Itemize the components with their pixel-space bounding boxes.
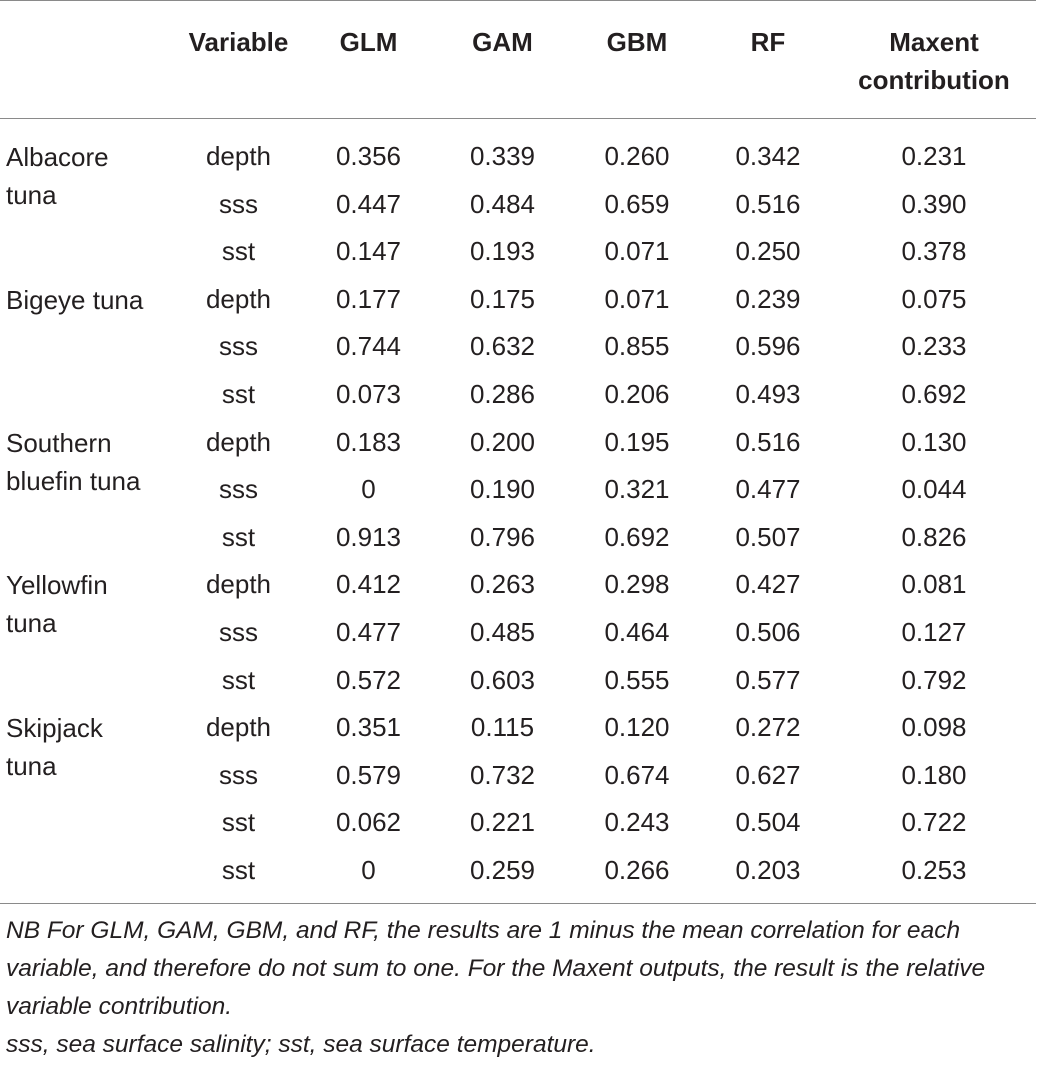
table-body <box>0 119 1036 904</box>
gbm-value-cell: 0.195 <box>604 426 670 457</box>
glm-value-cell: 0.183 <box>335 426 402 457</box>
variable-cell: sst <box>221 236 256 267</box>
rf-value-cell: 0.577 <box>735 664 801 695</box>
maxent-value-cell: 0.826 <box>901 521 967 552</box>
maxent-value-cell: 0.044 <box>901 474 967 505</box>
glm-value-cell: 0.579 <box>335 759 402 790</box>
variable-cell: depth <box>205 569 272 600</box>
header-gam: GAM <box>472 27 533 57</box>
maxent-value-cell: 0.378 <box>901 236 967 267</box>
gbm-value-cell: 0.692 <box>604 521 670 552</box>
gam-value-cell: 0.259 <box>469 854 536 885</box>
gam-value-cell: 0.286 <box>469 378 536 409</box>
maxent-value-cell: 0.722 <box>901 807 967 838</box>
glm-value-cell: 0.572 <box>335 664 402 695</box>
glm-value-cell: 0.913 <box>335 521 402 552</box>
rf-value-cell: 0.477 <box>735 474 801 505</box>
rf-value-cell: 0.239 <box>735 283 801 314</box>
glm-value-cell: 0.412 <box>335 569 402 600</box>
rf-value-cell: 0.516 <box>735 426 801 457</box>
maxent-value-cell: 0.792 <box>901 664 967 695</box>
table-row <box>0 119 1036 181</box>
rf-value-cell: 0.342 <box>735 141 801 171</box>
maxent-value-cell: 0.231 <box>901 141 967 171</box>
gbm-value-cell: 0.266 <box>604 854 670 885</box>
glm-value-cell: 0 <box>361 854 376 885</box>
table-row <box>0 419 1036 467</box>
gam-value-cell: 0.484 <box>469 188 536 219</box>
header-species <box>0 1 175 119</box>
gam-value-cell: 0.193 <box>469 236 536 267</box>
table-row <box>0 561 1036 609</box>
glm-value-cell: 0.447 <box>335 188 402 219</box>
gam-value-cell: 0.796 <box>469 521 536 552</box>
maxent-value-cell: 0.390 <box>901 188 967 219</box>
species-cell <box>0 119 175 276</box>
species-name-line1: Albacore <box>6 142 109 172</box>
species-name-line2: tuna <box>6 180 57 210</box>
gam-value-cell: 0.485 <box>469 616 536 647</box>
rf-value-cell: 0.507 <box>735 521 801 552</box>
variable-cell: depth <box>205 283 272 314</box>
header-maxent <box>832 1 1036 119</box>
rf-value-cell: 0.504 <box>735 807 801 838</box>
header-glm: GLM <box>339 27 398 57</box>
gam-value-cell: 0.190 <box>469 474 536 505</box>
gam-value-cell: 0.200 <box>469 426 536 457</box>
variable-cell: sss <box>219 188 258 219</box>
variable-cell: sss <box>219 616 258 647</box>
rf-value-cell: 0.596 <box>735 331 801 362</box>
gbm-value-cell: 0.674 <box>604 759 670 790</box>
gbm-value-cell: 0.321 <box>604 474 670 505</box>
maxent-value-cell: 0.081 <box>901 569 967 600</box>
glm-value-cell: 0.477 <box>335 616 402 647</box>
variable-cell: sss <box>219 759 258 790</box>
rf-value-cell: 0.203 <box>735 854 801 885</box>
variable-cell: depth <box>205 141 272 171</box>
species-name-line1: Bigeye tuna <box>6 284 144 315</box>
gbm-value-cell: 0.260 <box>604 141 670 171</box>
species-cell <box>0 419 175 562</box>
glm-value-cell: 0.073 <box>335 378 402 409</box>
header-row <box>0 1 1036 119</box>
glm-value-cell: 0.177 <box>335 283 402 314</box>
rf-value-cell: 0.506 <box>735 616 801 647</box>
rf-value-cell: 0.493 <box>735 378 801 409</box>
table-footnotes <box>6 912 1036 1064</box>
species-name-line2: tuna <box>6 751 57 782</box>
glm-value-cell: 0.062 <box>335 807 402 838</box>
maxent-value-cell: 0.180 <box>901 759 967 790</box>
gbm-value-cell: 0.243 <box>604 807 670 838</box>
variable-cell: sst <box>221 378 256 409</box>
header-maxent-line1: Maxent <box>889 27 979 57</box>
table-header <box>0 1 1036 119</box>
maxent-value-cell: 0.692 <box>901 378 967 409</box>
footnote-nb: NB For GLM, GAM, GBM, and RF, the results are 1 minus the mean correlation for each variable, and therefore do not sum to one. For the Maxent outputs, the result is the relative variable contribution. <box>6 917 986 1020</box>
table-row <box>0 276 1036 324</box>
gam-value-cell: 0.115 <box>470 712 535 743</box>
maxent-value-cell: 0.075 <box>901 283 967 314</box>
rf-value-cell: 0.272 <box>735 712 801 743</box>
glm-value-cell: 0.147 <box>335 236 402 267</box>
maxent-value-cell: 0.233 <box>901 331 967 362</box>
rf-value-cell: 0.250 <box>735 236 801 267</box>
header-maxent-line2: contribution <box>858 65 1010 95</box>
variable-cell: sss <box>219 331 258 362</box>
species-name-line2: bluefin tuna <box>6 465 141 496</box>
species-name-line1: Yellowfin <box>6 570 108 601</box>
variable-cell: sst <box>221 854 256 885</box>
maxent-value-cell: 0.098 <box>901 712 967 743</box>
gam-value-cell: 0.175 <box>469 283 536 314</box>
table-row <box>0 704 1036 752</box>
variable-cell: depth <box>205 712 272 743</box>
gbm-value-cell: 0.298 <box>604 569 670 600</box>
rf-value-cell: 0.627 <box>735 759 801 790</box>
footnote-abbreviations: sss, sea surface salinity; sst, sea surface temperature. <box>6 1031 596 1058</box>
gbm-value-cell: 0.855 <box>604 331 670 362</box>
glm-value-cell: 0 <box>361 474 376 505</box>
rf-value-cell: 0.516 <box>735 188 801 219</box>
gbm-value-cell: 0.464 <box>604 616 670 647</box>
header-rf: RF <box>750 27 786 57</box>
gam-value-cell: 0.632 <box>469 331 536 362</box>
gbm-value-cell: 0.206 <box>604 378 670 409</box>
glm-value-cell: 0.356 <box>335 141 402 171</box>
rf-value-cell: 0.427 <box>735 569 801 600</box>
variable-cell: sst <box>221 521 256 552</box>
header-variable: Variable <box>188 27 289 57</box>
glm-value-cell: 0.744 <box>335 331 402 362</box>
header-gbm: GBM <box>606 27 668 57</box>
variable-cell: depth <box>205 426 272 457</box>
maxent-value-cell: 0.130 <box>901 426 967 457</box>
gbm-value-cell: 0.659 <box>604 188 670 219</box>
variable-cell: sss <box>219 474 258 505</box>
gbm-value-cell: 0.071 <box>604 283 670 314</box>
gam-value-cell: 0.263 <box>469 569 536 600</box>
gbm-value-cell: 0.120 <box>604 712 670 743</box>
gam-value-cell: 0.732 <box>469 759 536 790</box>
species-name-line2: tuna <box>6 608 57 639</box>
variable-cell: sst <box>221 807 256 838</box>
species-cell <box>0 704 175 903</box>
maxent-value-cell: 0.127 <box>901 616 967 647</box>
species-cell <box>0 276 175 419</box>
gam-value-cell: 0.221 <box>469 807 536 838</box>
gam-value-cell: 0.603 <box>469 664 536 695</box>
glm-value-cell: 0.351 <box>335 712 402 743</box>
species-cell <box>0 561 175 704</box>
maxent-value-cell: 0.253 <box>901 854 967 885</box>
species-name-line1: Skipjack <box>6 713 103 744</box>
gam-value-cell: 0.339 <box>469 141 536 171</box>
gbm-value-cell: 0.071 <box>604 236 670 267</box>
species-name-line1: Southern <box>6 427 112 458</box>
variable-cell: sst <box>221 664 256 695</box>
gbm-value-cell: 0.555 <box>604 664 670 695</box>
